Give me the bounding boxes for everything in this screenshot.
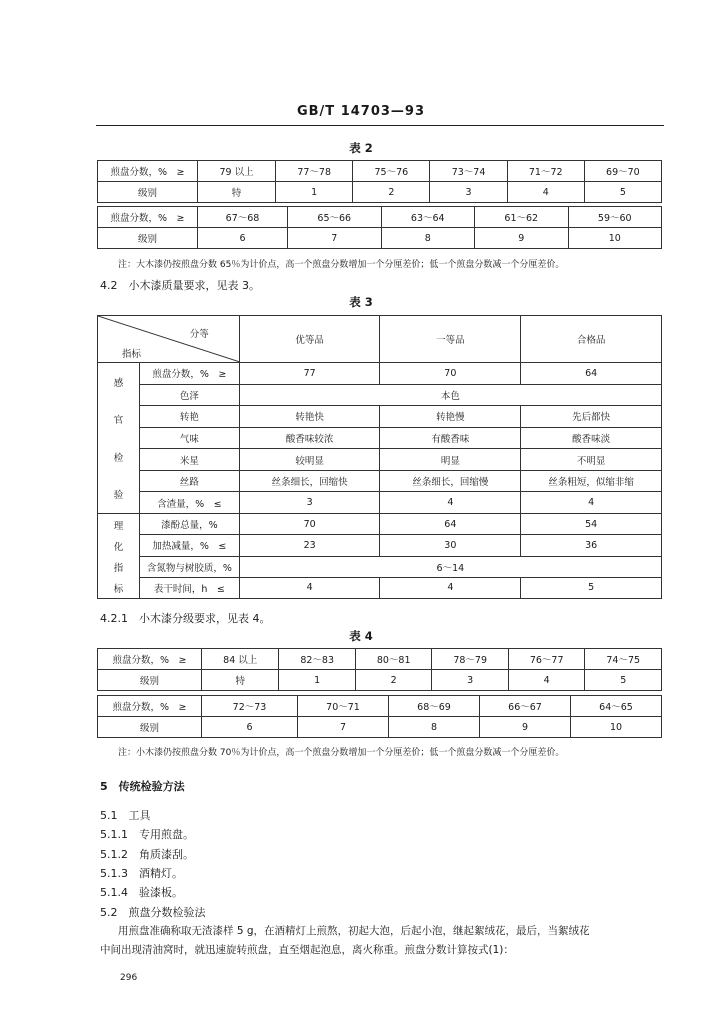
table-cell: 59～60 [568, 207, 662, 228]
table-cell: 4 [521, 492, 662, 514]
table-cell: 78～79 [432, 649, 509, 670]
table-cell: 6～14 [239, 556, 661, 577]
category-char: 理 [113, 520, 124, 532]
table-cell: 6 [202, 717, 298, 738]
row-name: 煎盘分数，% ≥ [139, 363, 239, 385]
table-cell: 4 [380, 492, 521, 514]
table-row [98, 577, 662, 598]
table4-caption: 表 4 [349, 629, 373, 643]
table-cell: 丝条粗短，似缩非缩 [521, 470, 662, 492]
table-row [98, 161, 662, 182]
table-cell: 23 [239, 535, 380, 556]
table-cell: 70 [380, 363, 521, 385]
table-cell: 酸香味较浓 [239, 427, 380, 449]
table-cell: 71～72 [507, 161, 584, 182]
table-row [98, 228, 662, 249]
row-name: 含氮物与树胶质，% [139, 556, 239, 577]
grade-header: 一等品 [380, 316, 521, 363]
table-row [98, 384, 662, 406]
table-cell: 煎盘分数，% ≥ [98, 161, 198, 182]
row-name: 含渣量，% ≤ [139, 492, 239, 514]
table-cell: 本色 [239, 384, 661, 406]
physchem-category [98, 514, 140, 599]
table-cell: 级别 [98, 717, 202, 738]
table2-note: 注：大木漆仍按煎盘分数 65％为计价点，高一个煎盘分数增加一个分厘差价；低一个煎盘分数减一个分厘差价。 [118, 260, 565, 270]
table-cell: 77 [239, 363, 380, 385]
table-cell: 转艳快 [239, 406, 380, 428]
table-cell: 煎盘分数，% ≥ [98, 649, 202, 670]
table-row [98, 363, 662, 385]
table-cell: 84 以上 [202, 649, 279, 670]
table-cell: 72～73 [202, 696, 298, 717]
section-5-1-1: 5.1.1 专用煎盘。 [100, 828, 194, 841]
table-cell: 64 [521, 363, 662, 385]
table-cell: 7 [298, 717, 389, 738]
table-cell: 3 [430, 182, 507, 203]
table-cell: 1 [279, 670, 356, 691]
table4-upper [97, 648, 662, 691]
category-char: 指 [113, 562, 124, 574]
table-row [98, 535, 662, 556]
table-cell: 64～65 [571, 696, 662, 717]
table-cell: 5 [584, 182, 661, 203]
table-cell: 9 [475, 228, 569, 249]
table-cell: 4 [507, 182, 584, 203]
table-cell: 54 [521, 514, 662, 535]
table-cell: 先后都快 [521, 406, 662, 428]
table-row [98, 449, 662, 471]
table-row [98, 470, 662, 492]
category-char: 标 [113, 583, 124, 595]
table-cell: 74～75 [585, 649, 662, 670]
table-cell: 特 [202, 670, 279, 691]
section-4-2-1: 4.2.1 小木漆分级要求，见表 4。 [100, 612, 271, 625]
table-row [98, 492, 662, 514]
table-row [98, 649, 662, 670]
table3-caption: 表 3 [349, 295, 373, 309]
table-cell: 4 [508, 670, 585, 691]
table-cell: 3 [239, 492, 380, 514]
row-name: 米星 [139, 449, 239, 471]
table-cell: 63～64 [381, 207, 475, 228]
category-char: 官 [113, 415, 124, 427]
section-5-1: 5.1 工具 [100, 809, 151, 822]
table-row [98, 182, 662, 203]
table-cell: 30 [380, 535, 521, 556]
table-cell: 转艳慢 [380, 406, 521, 428]
row-name: 气味 [139, 427, 239, 449]
table-row [98, 717, 662, 738]
table-cell: 8 [389, 717, 480, 738]
section-5-title: 5 传统检验方法 [100, 780, 185, 793]
paragraph-line: 中间出现清油窝时，就迅速旋转煎盘，直至烟起泡息，离火称重。煎盘分数计算按式(1)： [100, 944, 514, 956]
table-row [98, 670, 662, 691]
table-cell: 73～74 [430, 161, 507, 182]
table-cell: 煎盘分数，% ≥ [98, 696, 202, 717]
header-rule [96, 125, 664, 126]
table-cell: 4 [239, 577, 380, 598]
table-cell: 69～70 [584, 161, 661, 182]
table-cell: 76～77 [508, 649, 585, 670]
corner-diagonal [98, 316, 240, 362]
section-5-1-3: 5.1.3 酒精灯。 [100, 867, 183, 880]
table-cell: 2 [353, 182, 430, 203]
table-row [98, 556, 662, 577]
table-cell: 有酸香味 [380, 427, 521, 449]
table-cell: 79 以上 [198, 161, 276, 182]
section-4-2: 4.2 小木漆质量要求，见表 3。 [100, 279, 260, 292]
corner-top-label: 分等 [189, 329, 209, 340]
table-cell: 级别 [98, 670, 202, 691]
row-name: 加热减量，% ≤ [139, 535, 239, 556]
table3 [97, 315, 662, 599]
category-char: 化 [113, 541, 124, 553]
table-row [98, 406, 662, 428]
table-cell: 10 [571, 717, 662, 738]
table-cell: 4 [380, 577, 521, 598]
table-cell: 丝条细长，回缩慢 [380, 470, 521, 492]
table-cell: 明显 [380, 449, 521, 471]
section-5-2: 5.2 煎盘分数检验法 [100, 906, 206, 919]
table-cell: 68～69 [389, 696, 480, 717]
table4-lower [97, 695, 662, 738]
table-cell: 级别 [98, 182, 198, 203]
row-name: 表干时间，h ≤ [139, 577, 239, 598]
row-name: 色泽 [139, 384, 239, 406]
table2-caption: 表 2 [349, 141, 373, 155]
sensory-category [98, 363, 140, 514]
section-5-1-2: 5.1.2 角质漆刮。 [100, 848, 194, 861]
table-cell: 82～83 [279, 649, 356, 670]
table-cell: 3 [432, 670, 509, 691]
category-char: 验 [113, 490, 124, 502]
table-cell: 级别 [98, 228, 198, 249]
table-cell: 6 [198, 228, 288, 249]
row-name: 转艳 [139, 406, 239, 428]
table-cell: 64 [380, 514, 521, 535]
table-cell: 10 [568, 228, 662, 249]
category-char: 检 [113, 452, 124, 464]
table2-lower [97, 206, 662, 249]
row-name: 丝路 [139, 470, 239, 492]
table-cell: 65～66 [288, 207, 382, 228]
table3-corner [98, 316, 240, 363]
section-5-1-4: 5.1.4 验漆板。 [100, 886, 183, 899]
table-cell: 5 [585, 670, 662, 691]
table-cell: 66～67 [480, 696, 571, 717]
table-cell: 丝条细长，回缩快 [239, 470, 380, 492]
standard-header: GB/T 14703—93 [296, 104, 426, 119]
page-number: 296 [120, 973, 138, 983]
table-cell: 2 [355, 670, 432, 691]
table-cell: 8 [381, 228, 475, 249]
table-cell: 61～62 [475, 207, 569, 228]
grade-header: 优等品 [239, 316, 380, 363]
table-cell: 70 [239, 514, 380, 535]
table-row [98, 207, 662, 228]
table-cell: 9 [480, 717, 571, 738]
table-cell: 70～71 [298, 696, 389, 717]
corner-bottom-label: 指标 [122, 349, 142, 360]
category-char: 感 [113, 377, 124, 389]
table-cell: 80～81 [355, 649, 432, 670]
row-name: 漆酚总量，% [139, 514, 239, 535]
table-cell: 7 [288, 228, 382, 249]
table-cell: 1 [276, 182, 353, 203]
table-row [98, 696, 662, 717]
table-cell: 较明显 [239, 449, 380, 471]
table-cell: 特 [198, 182, 276, 203]
grade-header: 合格品 [521, 316, 662, 363]
table-cell: 酸香味淡 [521, 427, 662, 449]
table2-upper [97, 160, 662, 203]
table-cell: 36 [521, 535, 662, 556]
table4-note: 注：小木漆仍按煎盘分数 70％为计价点，高一个煎盘分数增加一个分厘差价；低一个煎盘分数减一个分厘差价。 [118, 748, 565, 758]
table-cell: 67～68 [198, 207, 288, 228]
table-row [98, 514, 662, 535]
table-row [98, 316, 662, 363]
table-cell: 77～78 [276, 161, 353, 182]
table-cell: 煎盘分数，% ≥ [98, 207, 198, 228]
table-cell: 75～76 [353, 161, 430, 182]
table-cell: 5 [521, 577, 662, 598]
table-cell: 不明显 [521, 449, 662, 471]
table-row [98, 427, 662, 449]
paragraph-line: 用煎盘准确称取无渣漆样 5 g，在酒精灯上煎熬，初起大泡，后起小泡，继起絮绒花，最后，当絮绒花 [118, 925, 590, 937]
